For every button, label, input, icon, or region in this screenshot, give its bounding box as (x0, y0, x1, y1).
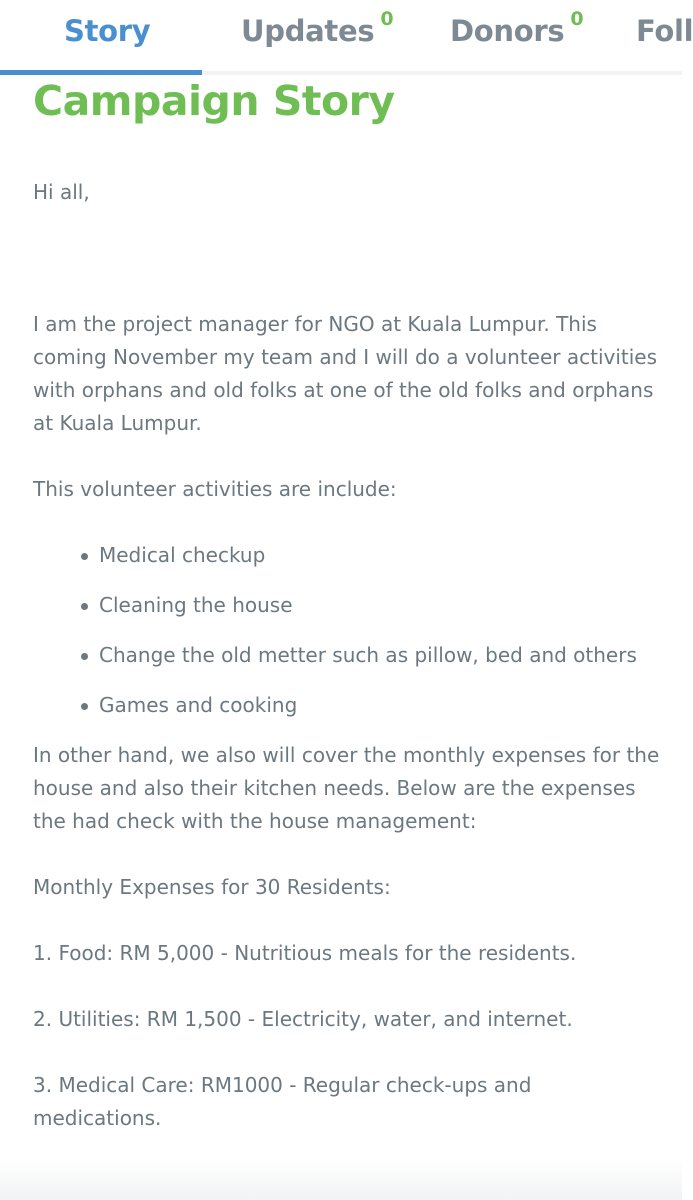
tab-story[interactable] (64, 14, 150, 64)
monthly-expenses-heading: Monthly Expenses for 30 Residents: (33, 875, 391, 899)
activities-heading: This volunteer activities are include: (33, 477, 397, 501)
tab-updates[interactable] (241, 8, 394, 64)
tab-bar (0, 0, 693, 76)
tab-followers-label: Foll (636, 14, 693, 48)
tab-story-label: Story (64, 14, 151, 48)
tab-divider (202, 71, 682, 75)
tab-followers[interactable] (636, 14, 693, 64)
activities-list (33, 539, 663, 722)
expenses-intro: In other hand, we also will cover the monthly expenses for the house and also their kitchen needs. Below are the expenses the had check with the house management: (33, 743, 660, 833)
donors-count-badge: 0 (570, 8, 584, 30)
bottom-fade (0, 1158, 682, 1200)
updates-count-badge: 0 (380, 8, 394, 30)
tab-updates-label: Updates (241, 14, 375, 48)
tab-donors[interactable] (450, 8, 584, 64)
tab-donors-label: Donors (450, 14, 565, 48)
active-tab-indicator (0, 70, 202, 75)
list-item: Change the old metter such as pillow, bed and others (33, 639, 663, 672)
expense-item-food: 1. Food: RM 5,000 - Nutritious meals for the residents. (33, 941, 577, 965)
story-intro: I am the project manager for NGO at Kuala Lumpur. This coming November my team and I will do a volunteer activities with orphans and old folks at one of the old folks and orphans at Kuala Lumpur. (33, 312, 658, 435)
list-item: Games and cooking (33, 689, 663, 722)
expense-item-utilities: 2. Utilities: RM 1,500 - Electricity, water, and internet. (33, 1007, 573, 1031)
page-title: Campaign Story (33, 77, 395, 125)
expense-item-medical: 3. Medical Care: RM1000 - Regular check-ups and medications. (33, 1073, 532, 1130)
list-item: Medical checkup (33, 539, 663, 572)
list-item: Cleaning the house (33, 589, 663, 622)
campaign-story (33, 76, 663, 1135)
story-greeting: Hi all, (33, 180, 90, 204)
